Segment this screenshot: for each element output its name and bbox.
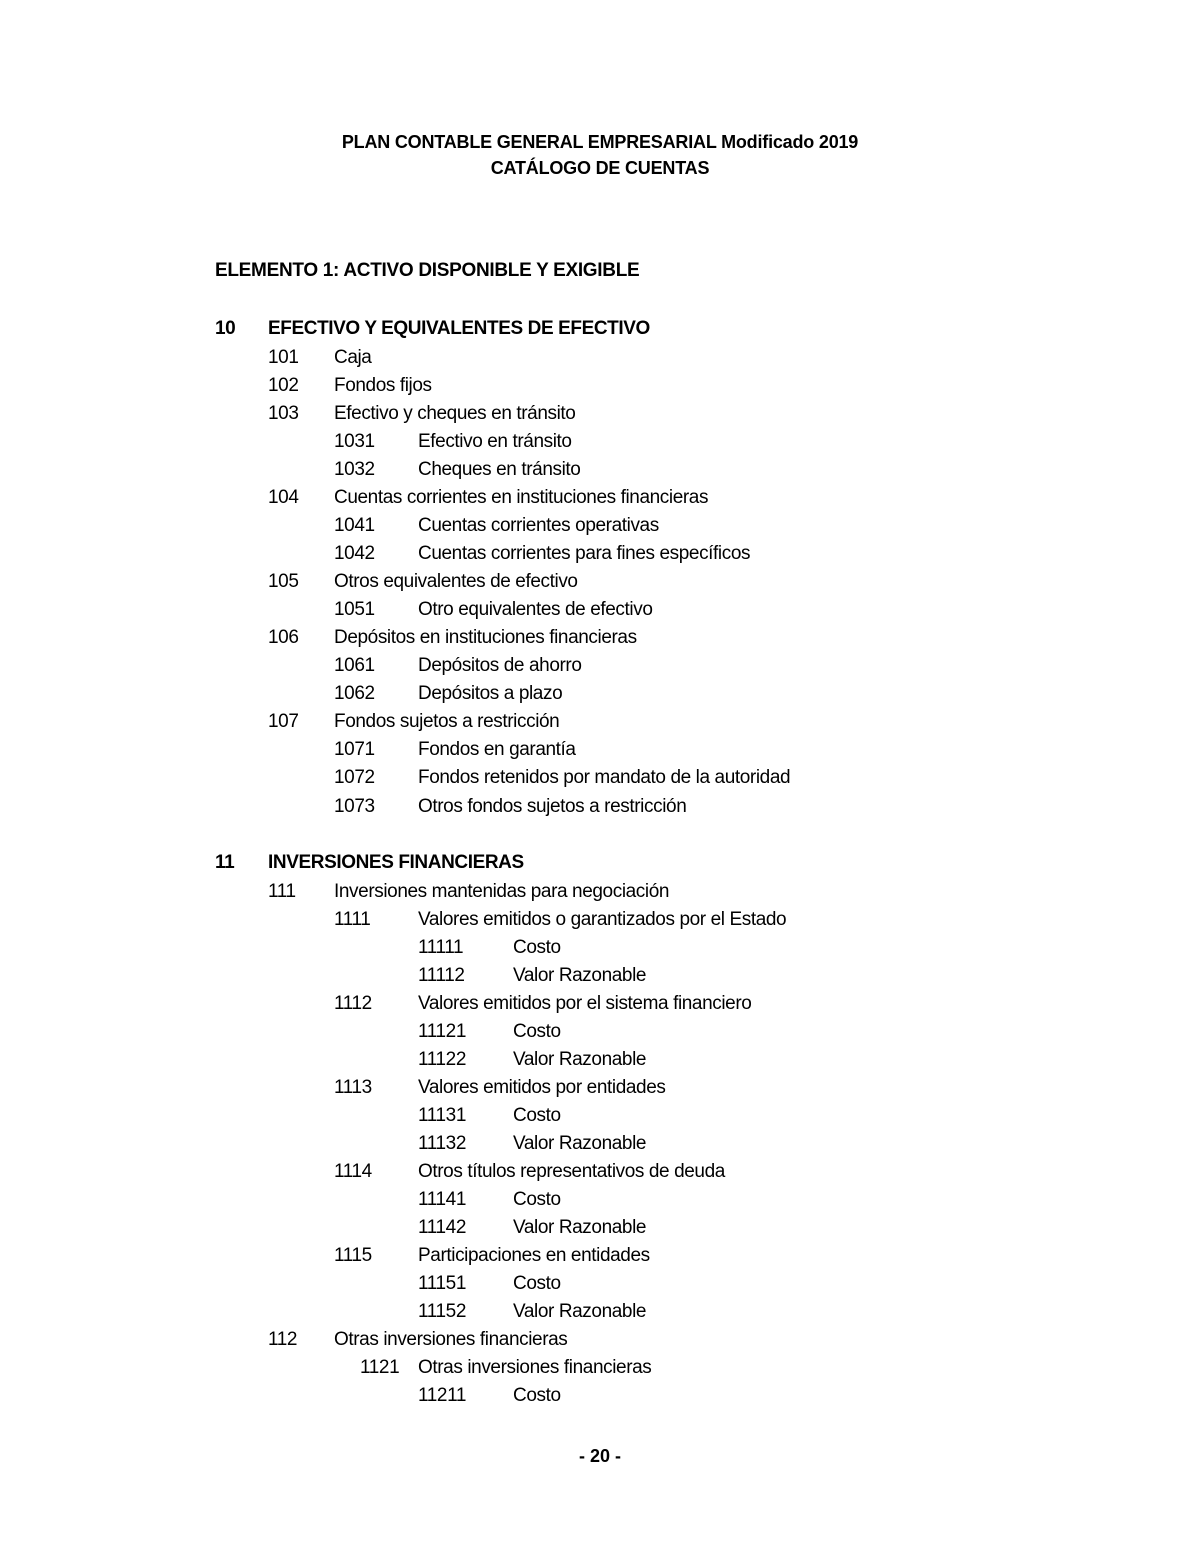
account-row — [0, 571, 1200, 597]
account-row — [0, 543, 1200, 569]
account-group-row — [0, 852, 1200, 878]
account-code: 1073 — [334, 796, 375, 817]
account-code: 1051 — [334, 599, 375, 620]
account-name: Cuentas corrientes en instituciones financieras — [334, 487, 709, 508]
account-row — [0, 909, 1200, 935]
account-row — [0, 767, 1200, 793]
account-name: Efectivo en tránsito — [418, 431, 572, 452]
account-name: Cheques en tránsito — [418, 459, 581, 480]
account-code: 103 — [268, 403, 299, 424]
account-name: Valores emitidos o garantizados por el Estado — [418, 909, 787, 930]
account-code: 11132 — [418, 1133, 467, 1154]
account-row — [0, 459, 1200, 485]
account-name: Fondos retenidos por mandato de la autoridad — [418, 767, 791, 788]
account-name: Otro equivalentes de efectivo — [418, 599, 653, 620]
account-row — [0, 993, 1200, 1019]
account-row — [0, 796, 1200, 822]
account-name: Valores emitidos por entidades — [418, 1077, 666, 1098]
account-name: Depósitos en instituciones financieras — [334, 627, 637, 648]
account-name: Cuentas corrientes operativas — [418, 515, 659, 536]
account-name: Participaciones en entidades — [418, 1245, 650, 1266]
account-name: Otras inversiones financieras — [418, 1357, 652, 1378]
account-name: Valor Razonable — [513, 1301, 647, 1322]
account-name: Costo — [513, 1273, 561, 1294]
account-row — [0, 1357, 1200, 1383]
account-row — [0, 1273, 1200, 1299]
document-subtitle: CATÁLOGO DE CUENTAS — [490, 158, 710, 178]
account-name: Depósitos de ahorro — [418, 655, 582, 676]
account-row — [0, 1021, 1200, 1047]
account-code: 1042 — [334, 543, 375, 564]
account-code: 11142 — [418, 1217, 467, 1238]
account-name: Costo — [513, 937, 561, 958]
page-number: - 20 - — [578, 1446, 621, 1466]
account-code: 11111 — [418, 937, 464, 958]
account-code: 1032 — [334, 459, 375, 480]
account-code: 1113 — [334, 1077, 372, 1098]
account-name: Fondos sujetos a restricción — [334, 711, 560, 732]
account-name: Valor Razonable — [513, 1217, 647, 1238]
account-row — [0, 487, 1200, 513]
account-name: Efectivo y cheques en tránsito — [334, 403, 576, 424]
account-group-row — [0, 318, 1200, 344]
account-row — [0, 1189, 1200, 1215]
account-name: Costo — [513, 1105, 561, 1126]
document-title: PLAN CONTABLE GENERAL EMPRESARIAL Modificado 2019 — [341, 132, 859, 152]
account-code: 11152 — [418, 1301, 467, 1322]
account-code: 102 — [268, 375, 299, 396]
account-code: 106 — [268, 627, 299, 648]
account-name: Valor Razonable — [513, 1049, 647, 1070]
account-code: 1061 — [334, 655, 375, 676]
account-row — [0, 375, 1200, 401]
account-name: Valor Razonable — [513, 965, 647, 986]
account-row — [0, 739, 1200, 765]
account-name: EFECTIVO Y EQUIVALENTES DE EFECTIVO — [268, 318, 650, 339]
account-code: 107 — [268, 711, 299, 732]
account-code: 1041 — [334, 515, 375, 536]
account-code: 10 — [215, 318, 236, 339]
account-code: 1112 — [334, 993, 372, 1014]
account-name: INVERSIONES FINANCIERAS — [268, 852, 524, 873]
account-row — [0, 599, 1200, 625]
account-row — [0, 627, 1200, 653]
account-row — [0, 347, 1200, 373]
account-name: Otros títulos representativos de deuda — [418, 1161, 725, 1182]
account-row — [0, 1133, 1200, 1159]
account-name: Valor Razonable — [513, 1133, 647, 1154]
account-code: 11112 — [418, 965, 465, 986]
account-name: Caja — [334, 347, 372, 368]
account-row — [0, 1385, 1200, 1411]
account-row — [0, 1217, 1200, 1243]
element-heading: ELEMENTO 1: ACTIVO DISPONIBLE Y EXIGIBLE — [215, 260, 640, 281]
account-row — [0, 431, 1200, 457]
account-row — [0, 1105, 1200, 1131]
account-code: 104 — [268, 487, 299, 508]
account-name: Fondos fijos — [334, 375, 432, 396]
account-row — [0, 937, 1200, 963]
account-row — [0, 655, 1200, 681]
account-code: 11121 — [418, 1021, 467, 1042]
account-code: 11151 — [418, 1273, 467, 1294]
account-name: Depósitos a plazo — [418, 683, 563, 704]
account-code: 1071 — [334, 739, 375, 760]
account-code: 1111 — [334, 909, 371, 930]
account-code: 105 — [268, 571, 299, 592]
account-code: 1031 — [334, 431, 375, 452]
account-code: 1114 — [334, 1161, 372, 1182]
account-row — [0, 1077, 1200, 1103]
account-code: 112 — [268, 1329, 298, 1350]
account-name: Otros fondos sujetos a restricción — [418, 796, 687, 817]
account-name: Costo — [513, 1021, 561, 1042]
account-name: Costo — [513, 1385, 561, 1406]
account-name: Otros equivalentes de efectivo — [334, 571, 578, 592]
account-code: 101 — [268, 347, 299, 368]
account-name: Fondos en garantía — [418, 739, 576, 760]
account-code: 11 — [215, 852, 235, 873]
account-code: 1072 — [334, 767, 375, 788]
account-name: Otras inversiones financieras — [334, 1329, 568, 1350]
account-name: Valores emitidos por el sistema financiero — [418, 993, 752, 1014]
account-row — [0, 881, 1200, 907]
account-code: 1121 — [360, 1357, 400, 1378]
account-code: 11122 — [418, 1049, 467, 1070]
account-row — [0, 1301, 1200, 1327]
account-code: 11131 — [418, 1105, 467, 1126]
account-row — [0, 403, 1200, 429]
account-row — [0, 683, 1200, 709]
account-row — [0, 515, 1200, 541]
account-code: 11141 — [418, 1189, 467, 1210]
account-row — [0, 1329, 1200, 1355]
account-row — [0, 1161, 1200, 1187]
account-code: 1115 — [334, 1245, 372, 1266]
account-code: 11211 — [418, 1385, 467, 1406]
account-name: Inversiones mantenidas para negociación — [334, 881, 670, 902]
account-name: Costo — [513, 1189, 561, 1210]
account-code: 1062 — [334, 683, 375, 704]
account-code: 111 — [268, 881, 296, 902]
account-name: Cuentas corrientes para fines específicos — [418, 543, 751, 564]
account-row — [0, 965, 1200, 991]
account-row — [0, 1245, 1200, 1271]
account-row — [0, 711, 1200, 737]
account-row — [0, 1049, 1200, 1075]
